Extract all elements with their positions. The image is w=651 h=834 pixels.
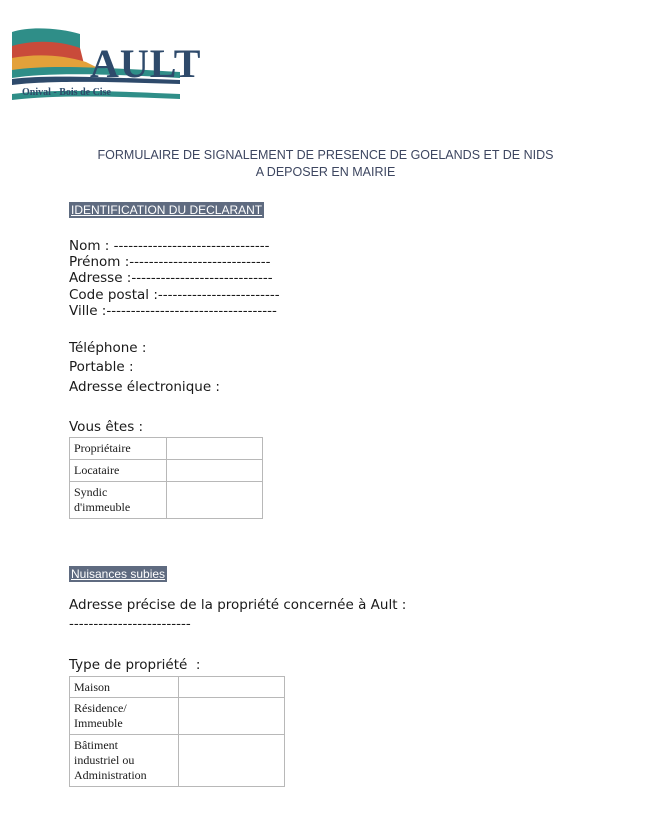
- section-heading-identification: IDENTIFICATION DU DECLARANT: [71, 203, 263, 217]
- prenom-field[interactable]: Prénom :-----------------------------: [69, 254, 271, 270]
- property-type-checkbox[interactable]: [179, 735, 285, 787]
- property-type-table: [69, 676, 285, 787]
- property-type-row: [70, 677, 285, 698]
- status-option-label: Syndic d'immeuble: [70, 482, 167, 519]
- property-type-label: Type de propriété :: [69, 657, 201, 673]
- email-field[interactable]: Adresse électronique :: [69, 379, 220, 395]
- status-option-label: Locataire: [70, 460, 167, 482]
- property-type-label: Bâtiment industriel ou Administration: [70, 735, 179, 787]
- property-type-row: [70, 698, 285, 735]
- property-type-checkbox[interactable]: [179, 698, 285, 735]
- portable-field[interactable]: Portable :: [69, 359, 134, 375]
- status-option-checkbox[interactable]: [167, 460, 263, 482]
- status-option-row: [70, 460, 263, 482]
- status-label: Vous êtes :: [69, 419, 144, 435]
- nom-field[interactable]: Nom : --------------------------------: [69, 238, 270, 254]
- logo-subtitle: Onival - Bois de Cise: [22, 87, 111, 98]
- property-address-label: Adresse précise de la propriété concernée à Ault :: [69, 597, 407, 613]
- form-title-line-2: A DEPOSER EN MAIRIE: [255, 165, 396, 179]
- property-type-label: Maison: [70, 677, 179, 698]
- logo-name: AULT: [90, 41, 202, 86]
- section-heading-nuisances: Nuisances subies: [71, 567, 166, 581]
- status-option-checkbox[interactable]: [167, 438, 263, 460]
- property-type-label: Résidence/ Immeuble: [70, 698, 179, 735]
- property-type-row: [70, 735, 285, 787]
- telephone-field[interactable]: Téléphone :: [69, 340, 147, 356]
- status-option-label: Propriétaire: [70, 438, 167, 460]
- status-option-row: [70, 438, 263, 460]
- code-postal-field[interactable]: Code postal :-------------------------: [69, 287, 280, 303]
- adresse-field[interactable]: Adresse :-----------------------------: [69, 270, 273, 286]
- property-type-checkbox[interactable]: [179, 677, 285, 698]
- form-title-line-1: FORMULAIRE DE SIGNALEMENT DE PRESENCE DE GOELANDS ET DE NIDS: [97, 148, 554, 162]
- status-option-checkbox[interactable]: [167, 482, 263, 519]
- ault-logo: [10, 24, 202, 106]
- property-address-field[interactable]: -------------------------: [69, 616, 191, 632]
- status-options-table: [69, 437, 263, 519]
- ville-field[interactable]: Ville :-----------------------------------: [69, 303, 277, 319]
- status-option-row: [70, 482, 263, 519]
